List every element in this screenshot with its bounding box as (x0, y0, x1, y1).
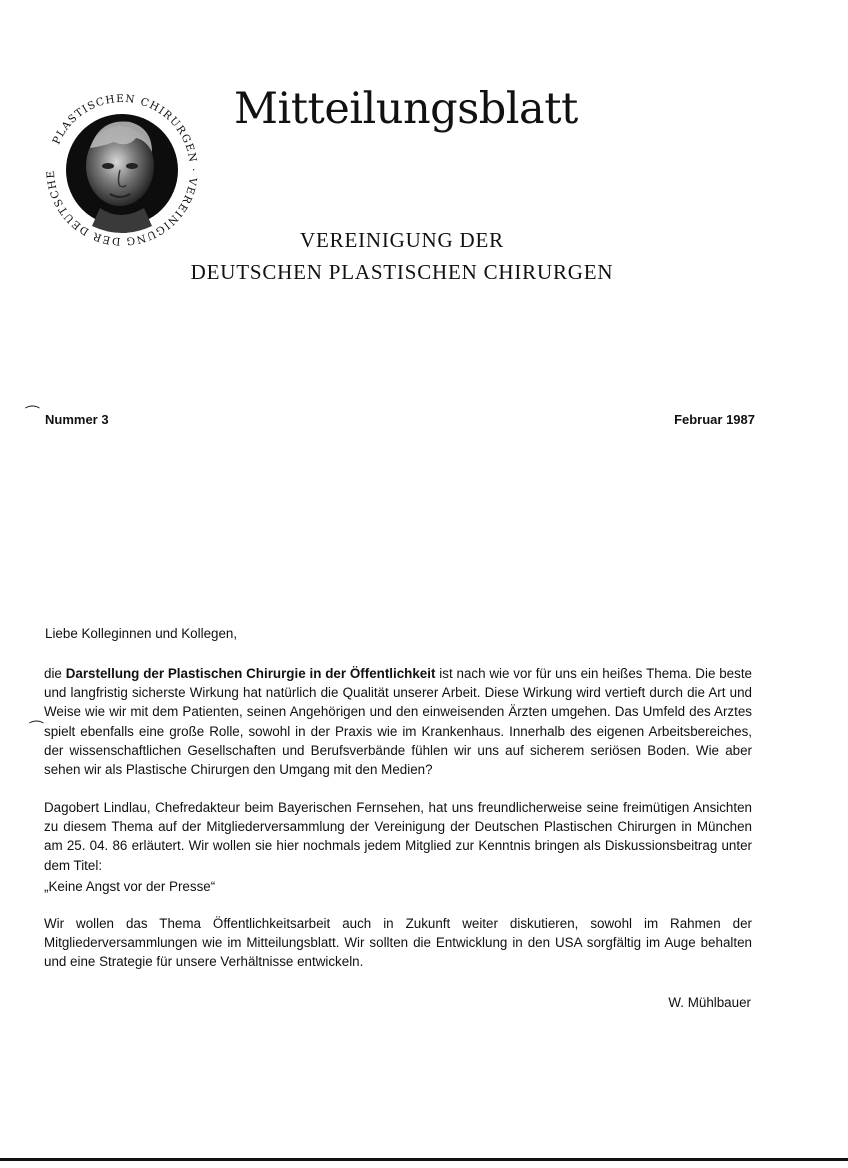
signature: W. Mühlbauer (668, 995, 751, 1010)
paragraph-1-lead: die (44, 666, 66, 681)
seal-ring-text: PLASTISCHEN CHIRURGEN · VEREINIGUNG DER DEUTSCHE (44, 92, 200, 248)
paragraph-1 (44, 664, 752, 779)
org-name-line-1: VEREINIGUNG DER (300, 228, 504, 252)
article-title-quote (44, 877, 752, 896)
issue-date: Februar 1987 (674, 412, 755, 427)
margin-mark: ⁀ (30, 722, 43, 739)
paragraph-2-text: Dagobert Lindlau, Chefredakteur beim Bayerischen Fernsehen, hat uns freundlicherweise seine freimütigen Ansichten zu diesem Thema auf der Mitgliederversammlung der Vereinigung der Deutschen Plastischen Chirurgen in München am 25. 04. 86 erläutert. Wir wollen sie hier nochmals jedem Mitglied zur Kenntnis bringen als Diskussionsbeitrag unter dem Titel: (44, 800, 752, 873)
org-name-line-2: DEUTSCHEN PLASTISCHEN CHIRURGEN (190, 260, 614, 284)
paragraph-1-text: ist nach wie vor für uns ein heißes Thema. Die beste und langfristig sicherste Wirkung hat natürlich die Qualität unserer Arbeit. Diese Wirkung wird vertieft durch die Art und Weise wie wir mit dem Patienten, seinen Angehörigen und den einweisenden Ärzten umgehen. Das Umfeld des Arztes spielt ebenfalls eine große Rolle, sowohl in der Praxis wie im Krankenhaus. Innerhalb des eigenen Arbeitsbereiches, der wissenschaftlichen Gesellschaften und Berufsverbände fühlen wir uns auf sicherem seriösen Boden. Wie aber sehen wir als Plastische Chirurgen den Umgang mit den Medien? (44, 666, 752, 778)
article-title-text: „Keine Angst vor der Presse“ (44, 879, 216, 894)
bottom-rule (0, 1158, 848, 1161)
salutation: Liebe Kolleginnen und Kollegen, (45, 626, 238, 641)
paragraph-3 (44, 914, 752, 972)
paragraph-3-text: Wir wollen das Thema Öffentlichkeitsarbeit auch in Zukunft weiter diskutieren, sowohl im Rahmen der Mitgliederversammlungen wie im Mitteilungsblatt. Wir sollten die Entwicklung in den USA sorgfältig im Auge behalten und eine Strategie für unsere Verhältnisse entwickeln. (44, 916, 752, 970)
issue-number: Nummer 3 (45, 412, 109, 427)
margin-mark: ⁀ (26, 407, 39, 424)
paragraph-2 (44, 798, 752, 875)
paragraph-1-emphasis: Darstellung der Plastischen Chirurgie in der Öffentlichkeit (65, 666, 436, 681)
newsletter-title: Mitteilungsblatt (234, 84, 578, 134)
